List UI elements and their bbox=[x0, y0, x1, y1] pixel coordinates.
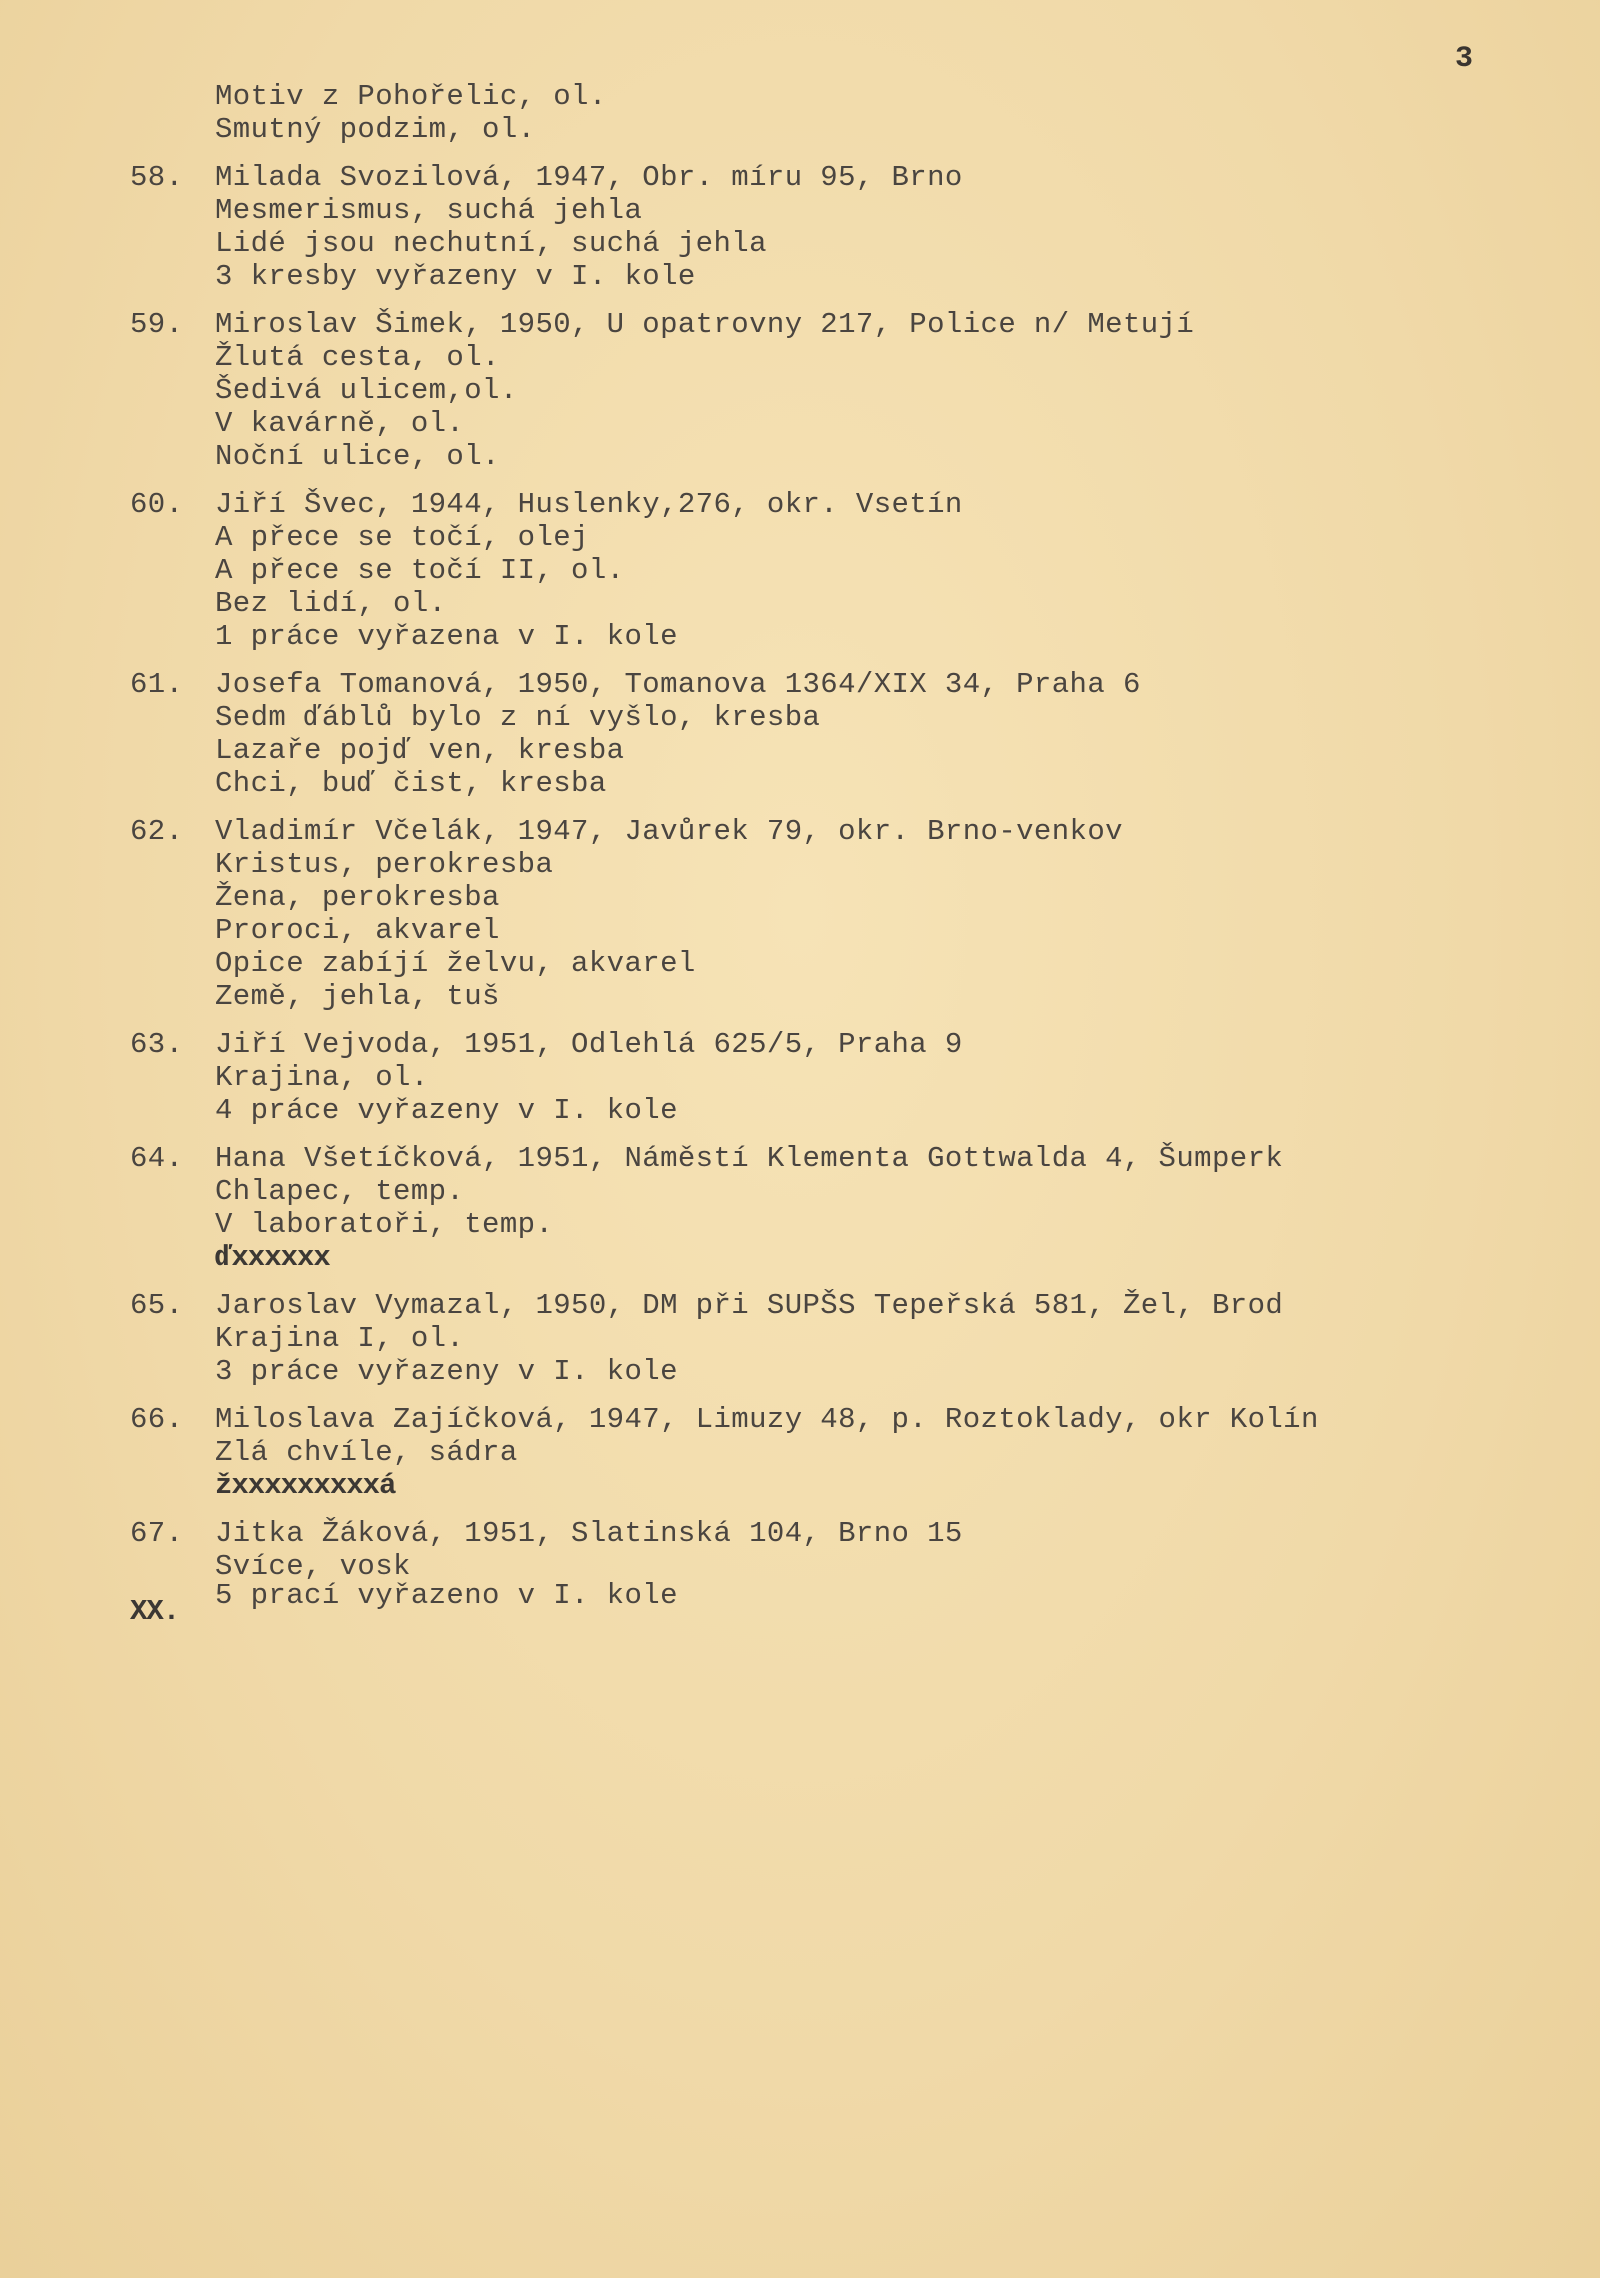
entry-63 bbox=[130, 1028, 1530, 1127]
entry-line: Motiv z Pohořelic, ol. bbox=[215, 80, 607, 113]
entry-64 bbox=[130, 1142, 1530, 1274]
entry-list bbox=[130, 80, 1530, 1627]
entry-line: Proroci, akvarel bbox=[215, 914, 500, 947]
entry-number: 62. bbox=[130, 815, 184, 848]
entry-header-line: 67. Jitka Žáková, 1951, Slatinská 104, Brno 15 bbox=[130, 1517, 963, 1550]
entry-62 bbox=[130, 815, 1530, 1013]
entry-number: 63. bbox=[130, 1028, 184, 1061]
entry-line: Šedivá ulicem,ol. bbox=[215, 374, 518, 407]
entry-line: Lidé jsou nechutní, suchá jehla bbox=[215, 227, 767, 260]
entry-header-line: 61. Josefa Tomanová, 1950, Tomanova 1364/XIX 34, Praha 6 bbox=[130, 668, 1141, 701]
entry-number: 65. bbox=[130, 1289, 184, 1322]
entry-60 bbox=[130, 488, 1530, 653]
entry-line: Žena, perokresba bbox=[215, 881, 500, 914]
entry-line: Svíce, vosk bbox=[215, 1550, 411, 1583]
entry-number: XX. bbox=[130, 1595, 180, 1628]
entry-line: Krajina I, ol. bbox=[215, 1322, 465, 1355]
entry-number: 58. bbox=[130, 161, 184, 194]
entry-line: Zlá chvíle, sádra bbox=[215, 1436, 518, 1469]
entry-header-line: XX. 5 prací vyřazeno v I. kole bbox=[130, 1579, 678, 1628]
entry-line: 1 práce vyřazena v I. kole bbox=[215, 620, 678, 653]
entry-header-line: 65. Jaroslav Vymazal, 1950, DM při SUPŠS Tepeřská 581, Žel, Brod bbox=[130, 1289, 1284, 1322]
entry-59 bbox=[130, 308, 1530, 473]
entry-58 bbox=[130, 161, 1530, 293]
entry-header-line: 59. Miroslav Šimek, 1950, U opatrovny 217, Police n/ Metují bbox=[130, 308, 1195, 341]
entry-line: Bez lidí, ol. bbox=[215, 587, 447, 620]
entry-line: Mesmerismus, suchá jehla bbox=[215, 194, 643, 227]
entry-line: Chci, buď čist, kresba bbox=[215, 767, 607, 800]
entry-line: 3 práce vyřazeny v I. kole bbox=[215, 1355, 678, 1388]
entry-line: A přece se točí, olej bbox=[215, 521, 589, 554]
entry-header-line: 64. Hana Všetíčková, 1951, Náměstí Klementa Gottwalda 4, Šumperk bbox=[130, 1142, 1284, 1175]
entry-line: 3 kresby vyřazeny v I. kole bbox=[215, 260, 696, 293]
entry-header-line: 60. Jiří Švec, 1944, Huslenky,276, okr. Vsetín bbox=[130, 488, 963, 521]
entry-line: Sedm ďáblů bylo z ní vyšlo, kresba bbox=[215, 701, 821, 734]
entry-header-line: 66. Miloslava Zajíčková, 1947, Limuzy 48, p. Roztoklady, okr Kolín bbox=[130, 1403, 1319, 1436]
entry-61 bbox=[130, 668, 1530, 800]
entry-line: V kavárně, ol. bbox=[215, 407, 465, 440]
entry-line: V laboratoři, temp. bbox=[215, 1208, 554, 1241]
entry-header-line: 63. Jiří Vejvoda, 1951, Odlehlá 625/5, Praha 9 bbox=[130, 1028, 963, 1061]
entry-number: 61. bbox=[130, 668, 184, 701]
entry-line: Chlapec, temp. bbox=[215, 1175, 465, 1208]
entry-number: 64. bbox=[130, 1142, 184, 1175]
struck-out-line: ďxxxxxx bbox=[215, 1241, 330, 1274]
entry-66 bbox=[130, 1403, 1530, 1502]
struck-out-line: žxxxxxxxxxá bbox=[215, 1469, 396, 1502]
entry-line: Krajina, ol. bbox=[215, 1061, 429, 1094]
entry-65 bbox=[130, 1289, 1530, 1388]
entry-line: A přece se točí II, ol. bbox=[215, 554, 625, 587]
entry-line: Opice zabíjí želvu, akvarel bbox=[215, 947, 696, 980]
entry-line: Noční ulice, ol. bbox=[215, 440, 500, 473]
entry-header-line: 58. Milada Svozilová, 1947, Obr. míru 95, Brno bbox=[130, 161, 963, 194]
entry-line: Žlutá cesta, ol. bbox=[215, 341, 500, 374]
entry-trailing bbox=[130, 1579, 1530, 1628]
entry-header-line: 62. Vladimír Včelák, 1947, Javůrek 79, okr. Brno-venkov bbox=[130, 815, 1123, 848]
entry-line: Kristus, perokresba bbox=[215, 848, 554, 881]
entry-line: Lazaře pojď ven, kresba bbox=[215, 734, 625, 767]
entry-line: Smutný podzim, ol. bbox=[215, 113, 536, 146]
entry-line: Země, jehla, tuš bbox=[215, 980, 500, 1013]
entry-number: 67. bbox=[130, 1517, 184, 1550]
entry-number: 66. bbox=[130, 1403, 184, 1436]
entry-continuation bbox=[130, 80, 1530, 146]
entry-number: 59. bbox=[130, 308, 184, 341]
page-number: 3 bbox=[1455, 42, 1474, 76]
entry-line: 4 práce vyřazeny v I. kole bbox=[215, 1094, 678, 1127]
entry-number: 60. bbox=[130, 488, 184, 521]
entry-67 bbox=[130, 1517, 1530, 1583]
